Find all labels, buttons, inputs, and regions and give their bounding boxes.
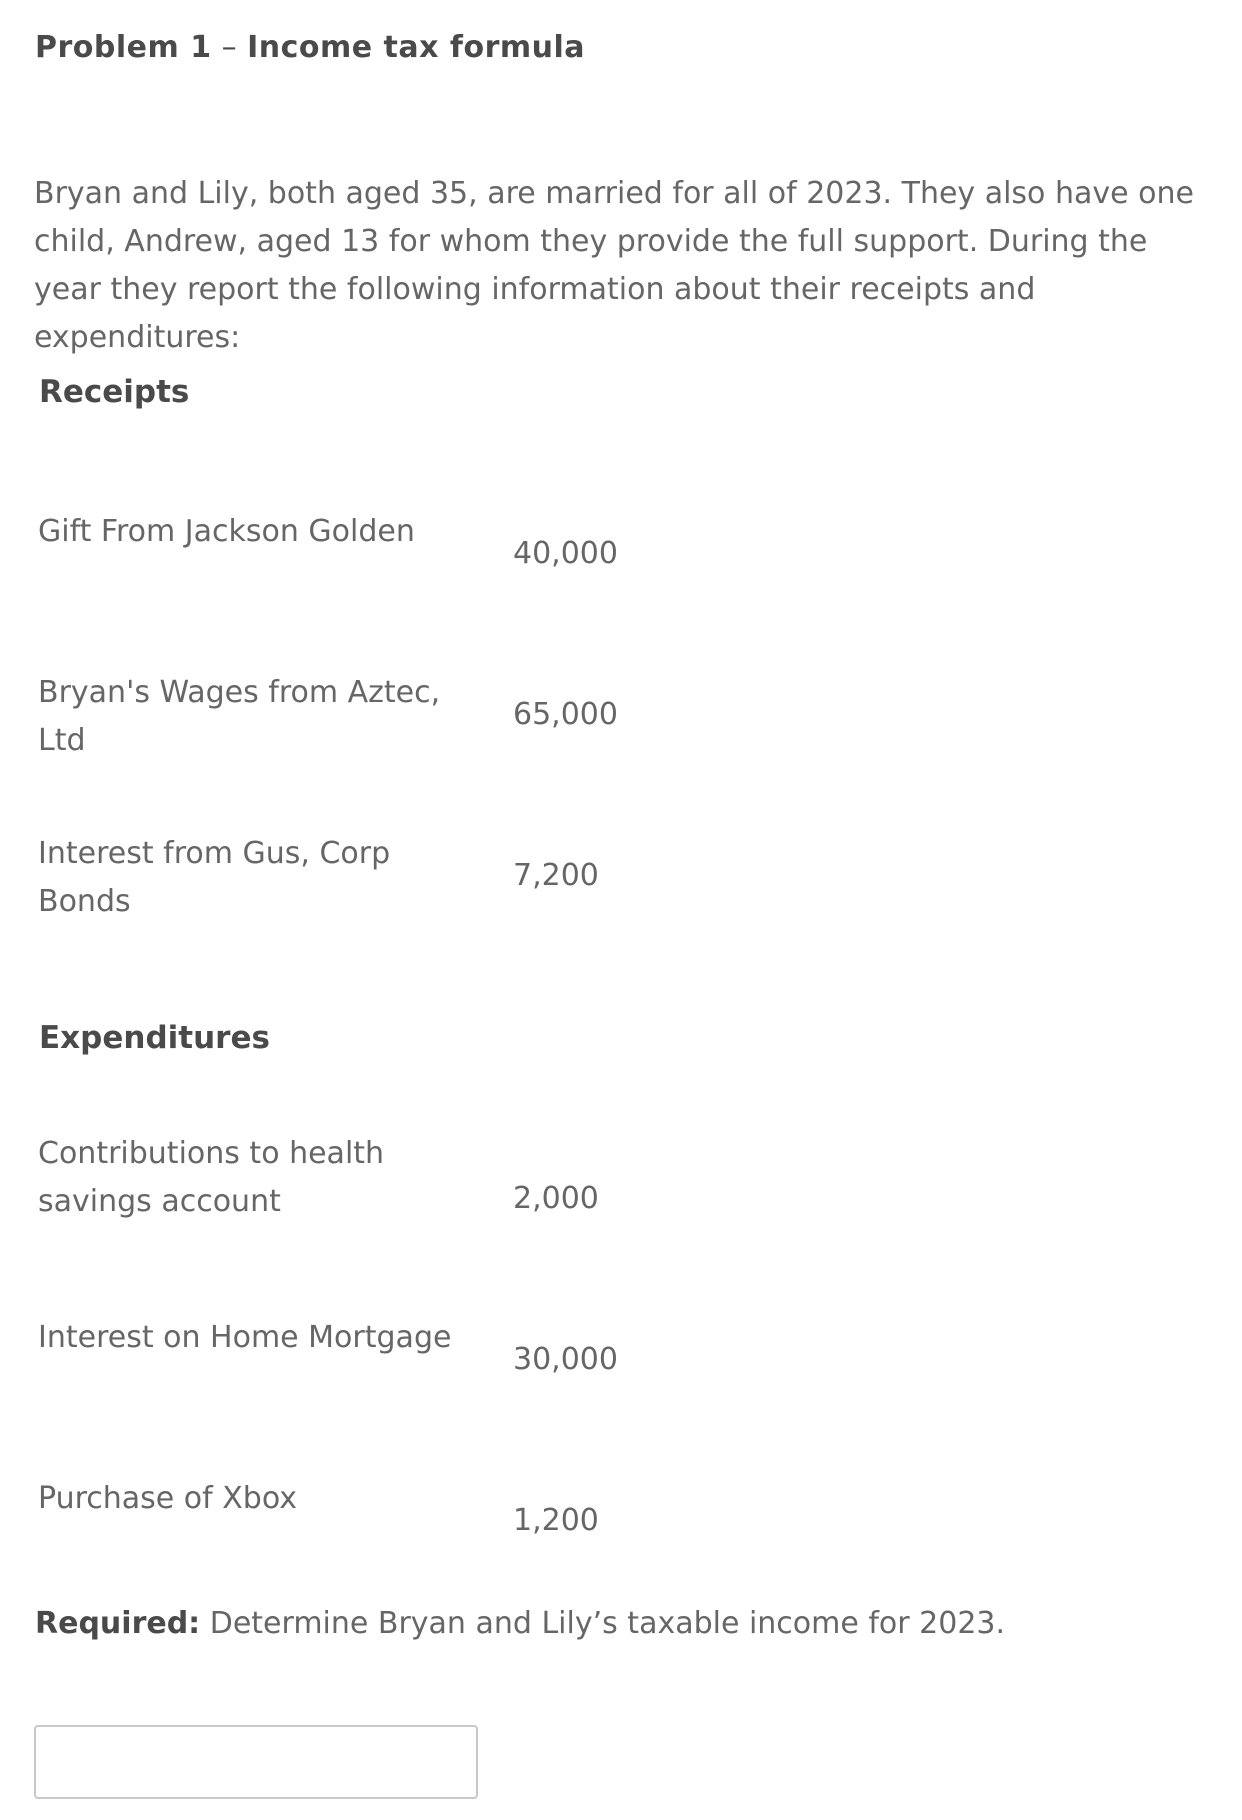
receipt-item-label: Interest from Gus, Corp Bonds: [38, 836, 391, 919]
problem-topic: Income tax formula: [247, 30, 586, 65]
receipt-item-label: Bryan's Wages from Aztec, Ltd: [38, 675, 441, 758]
expenditures-heading: Expenditures: [39, 1020, 270, 1056]
receipt-item-amount: 40,000: [513, 536, 618, 571]
receipts-heading: Receipts: [39, 374, 190, 410]
expenditure-item-amount: 30,000: [513, 1342, 618, 1377]
problem-number: Problem 1: [35, 30, 212, 65]
expenditure-item-label: Interest on Home Mortgage: [38, 1320, 452, 1355]
expenditure-item-amount: 2,000: [513, 1181, 599, 1216]
required-label: Required:: [35, 1606, 201, 1641]
expenditure-item-amount: 1,200: [513, 1503, 599, 1538]
expenditure-item-label: Contributions to health savings account: [38, 1136, 385, 1219]
receipt-item-amount: 7,200: [513, 858, 599, 893]
problem-title: [35, 30, 585, 65]
answer-input[interactable]: [34, 1725, 478, 1799]
required-text: Determine Bryan and Lily’s taxable income for 2023.: [209, 1606, 1006, 1641]
receipt-item-amount: 65,000: [513, 697, 618, 732]
title-dash: –: [221, 30, 238, 65]
problem-intro: Bryan and Lily, both aged 35, are married for all of 2023. They also have one child, Andrew, aged 13 for whom they provide the full support. During the year they report the following information about their receipts and expenditures:: [34, 176, 1194, 355]
required-statement: [35, 1600, 1005, 1648]
receipt-item-label: Gift From Jackson Golden: [38, 514, 415, 549]
expenditure-item-label: Purchase of Xbox: [38, 1481, 297, 1516]
